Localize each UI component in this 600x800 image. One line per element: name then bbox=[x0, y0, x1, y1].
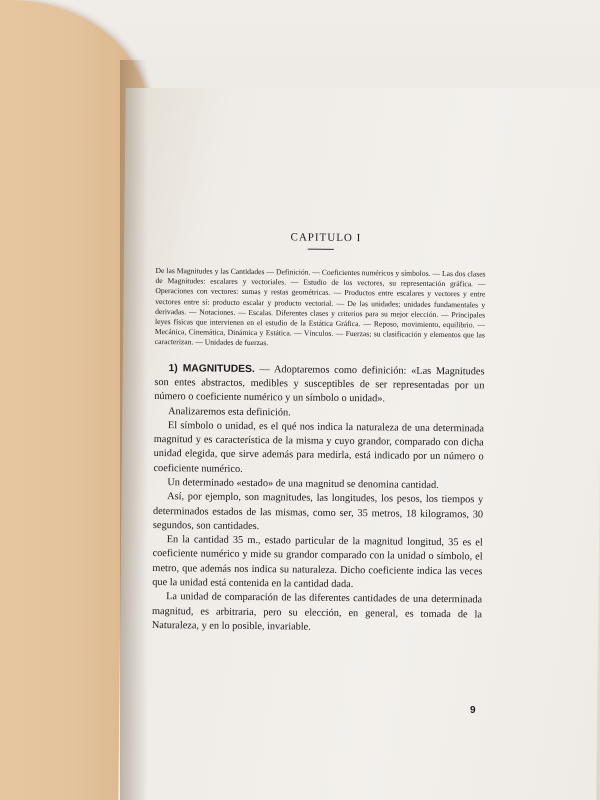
paragraph: Un determinado «estado» de una magnitud se denomina cantidad. bbox=[167, 477, 439, 491]
section-heading: 1) MAGNITUDES. bbox=[168, 362, 255, 375]
page-content bbox=[152, 230, 486, 637]
gutter-shadow bbox=[120, 60, 148, 800]
paragraph: La unidad de comparación de las diferentes cantidades de una determinada magnitud, es arbitraria, pero su elección, en general, es tomada de la Naturaleza, y en lo posible, invariable. bbox=[151, 591, 483, 633]
chapter-rule bbox=[308, 249, 334, 250]
paragraph: El símbolo o unidad, es el qué nos indica la naturaleza de una determinada magnitud y es característica de la misma y cuyo grandor, comparado con dicha unidad elegida, que sirve además para medirla, está indicado por un número o coeficiente numérico. bbox=[153, 419, 484, 475]
paragraph: Así, por ejemplo, son magnitudes, las longitudes, los pesos, los tiempos y determinados estados de las mismas, como ser, 35 metros, 18 kilogramos, 30 segundos, son cantidades. bbox=[152, 491, 484, 532]
page-number: 9 bbox=[470, 705, 476, 716]
section-intro-text: — Adoptaremos como definición: «Las Magnitudes son entes abstractos, medibles y susceptibles de ser representadas por un número o coeficiente numérico y un símbolo o unidad». bbox=[154, 363, 485, 405]
chapter-summary: De las Magnitudes y las Cantidades — Definición. — Coeficientes numéricos y símbolos. — Las dos clases de Magnitudes: escalares y vectoriales. — Estudio de los vectores, su representación gráfica. — Operaciones con vectores: sumas y restas geométricas. — Productos entre escalares y vectores y entre vectores entre sí: producto escalar y producto vectorial. — De las unidades; unidades fundamentales y derivadas. — Notaciones. — Escalas. Diferentes clases y criterios para su mejor elección. — Principales leyes físicas que intervienen en el estudio de la Estática Gráfica. — Reposo, movimiento, equilibrio. — Mecánica, Cinemática, Dinámica y Estática. — Vínculos. — Fuerzas; su clasificación y elementos que las caracterizan. — Unidades de fuerzas. bbox=[154, 265, 486, 348]
main-text bbox=[152, 362, 485, 637]
section-intro bbox=[154, 362, 484, 408]
paragraph: En la cantidad 35 m., estado particular de la magnitud longitud, 35 es el coeficiente numérico y mide su grandor comparado con la unidad o símbolo, el metro, que además nos indica su naturaleza. Dicho coeficiente indica las veces que la unidad está contenida en la cantidad dada. bbox=[152, 534, 483, 591]
chapter-title: CAPITULO I bbox=[290, 231, 362, 245]
paragraph: Analizaremos esta definición. bbox=[168, 405, 291, 418]
